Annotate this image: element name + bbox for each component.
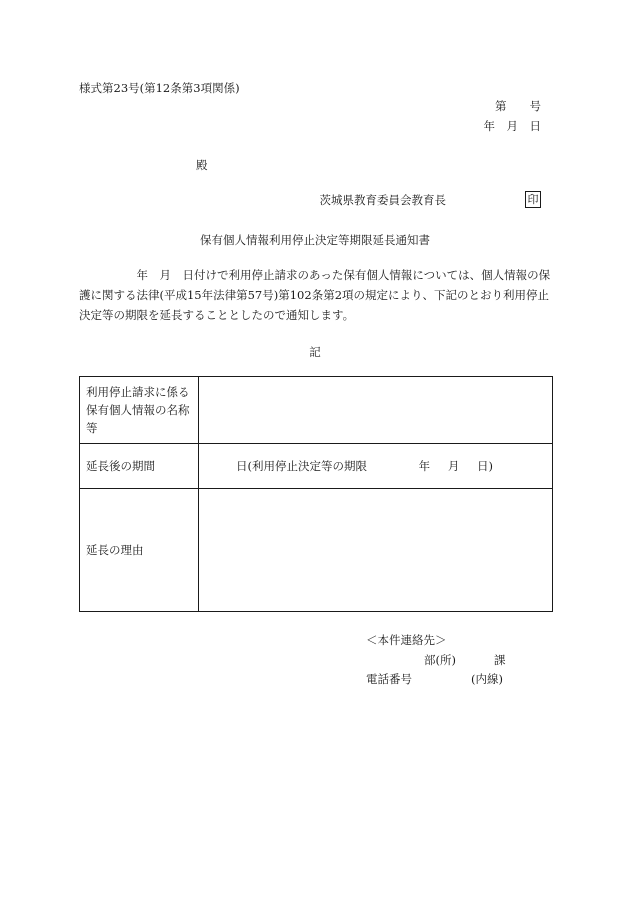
extended-period-label: 延長後の期間 bbox=[80, 444, 199, 489]
period-day-text: 日(利用停止決定等の期限 bbox=[236, 459, 367, 473]
extended-period-value bbox=[199, 444, 553, 489]
period-year-text: 年 bbox=[418, 459, 431, 473]
body-line: 年 月 日付けで利用停止請求のあった保有個人情報については、個人情報の保 bbox=[79, 268, 551, 282]
table-row bbox=[80, 377, 553, 444]
contact-phone-label: 電話番号 bbox=[366, 672, 412, 686]
contact-department: 部(所) bbox=[424, 653, 456, 667]
period-month-text: 月 bbox=[447, 459, 460, 473]
body-line: 決定等の期限を延長することとしたので通知します。 bbox=[79, 308, 355, 322]
extension-reason-label: 延長の理由 bbox=[80, 489, 199, 612]
table-row bbox=[80, 444, 553, 489]
document-number: 第 号 bbox=[495, 99, 541, 113]
info-name-label: 利用停止請求に係る保有個人情報の名称等 bbox=[80, 377, 199, 444]
form-number: 様式第23号(第12条第3項関係) bbox=[79, 81, 240, 95]
info-table bbox=[79, 376, 553, 612]
issuer-name: 茨城県教育委員会教育長 bbox=[319, 193, 446, 207]
body-line: 護に関する法律(平成15年法律第57号)第102条第2項の規定により、下記のとおり利用停止 bbox=[79, 288, 550, 302]
document-date: 年 月 日 bbox=[483, 119, 541, 133]
note-heading: 記 bbox=[309, 345, 321, 359]
table-row bbox=[80, 489, 553, 612]
contact-section: 課 bbox=[494, 653, 506, 667]
document-title: 保有個人情報利用停止決定等期限延長通知書 bbox=[200, 233, 430, 247]
period-dayend-text: 日) bbox=[476, 459, 493, 473]
addressee-honorific: 殿 bbox=[196, 158, 208, 172]
seal-mark: 印 bbox=[525, 191, 541, 208]
extension-reason-value bbox=[199, 489, 553, 612]
body-text bbox=[79, 265, 555, 325]
contact-header: ＜本件連絡先＞ bbox=[366, 633, 447, 647]
info-name-value bbox=[199, 377, 553, 444]
contact-extension: (内線) bbox=[471, 672, 503, 686]
